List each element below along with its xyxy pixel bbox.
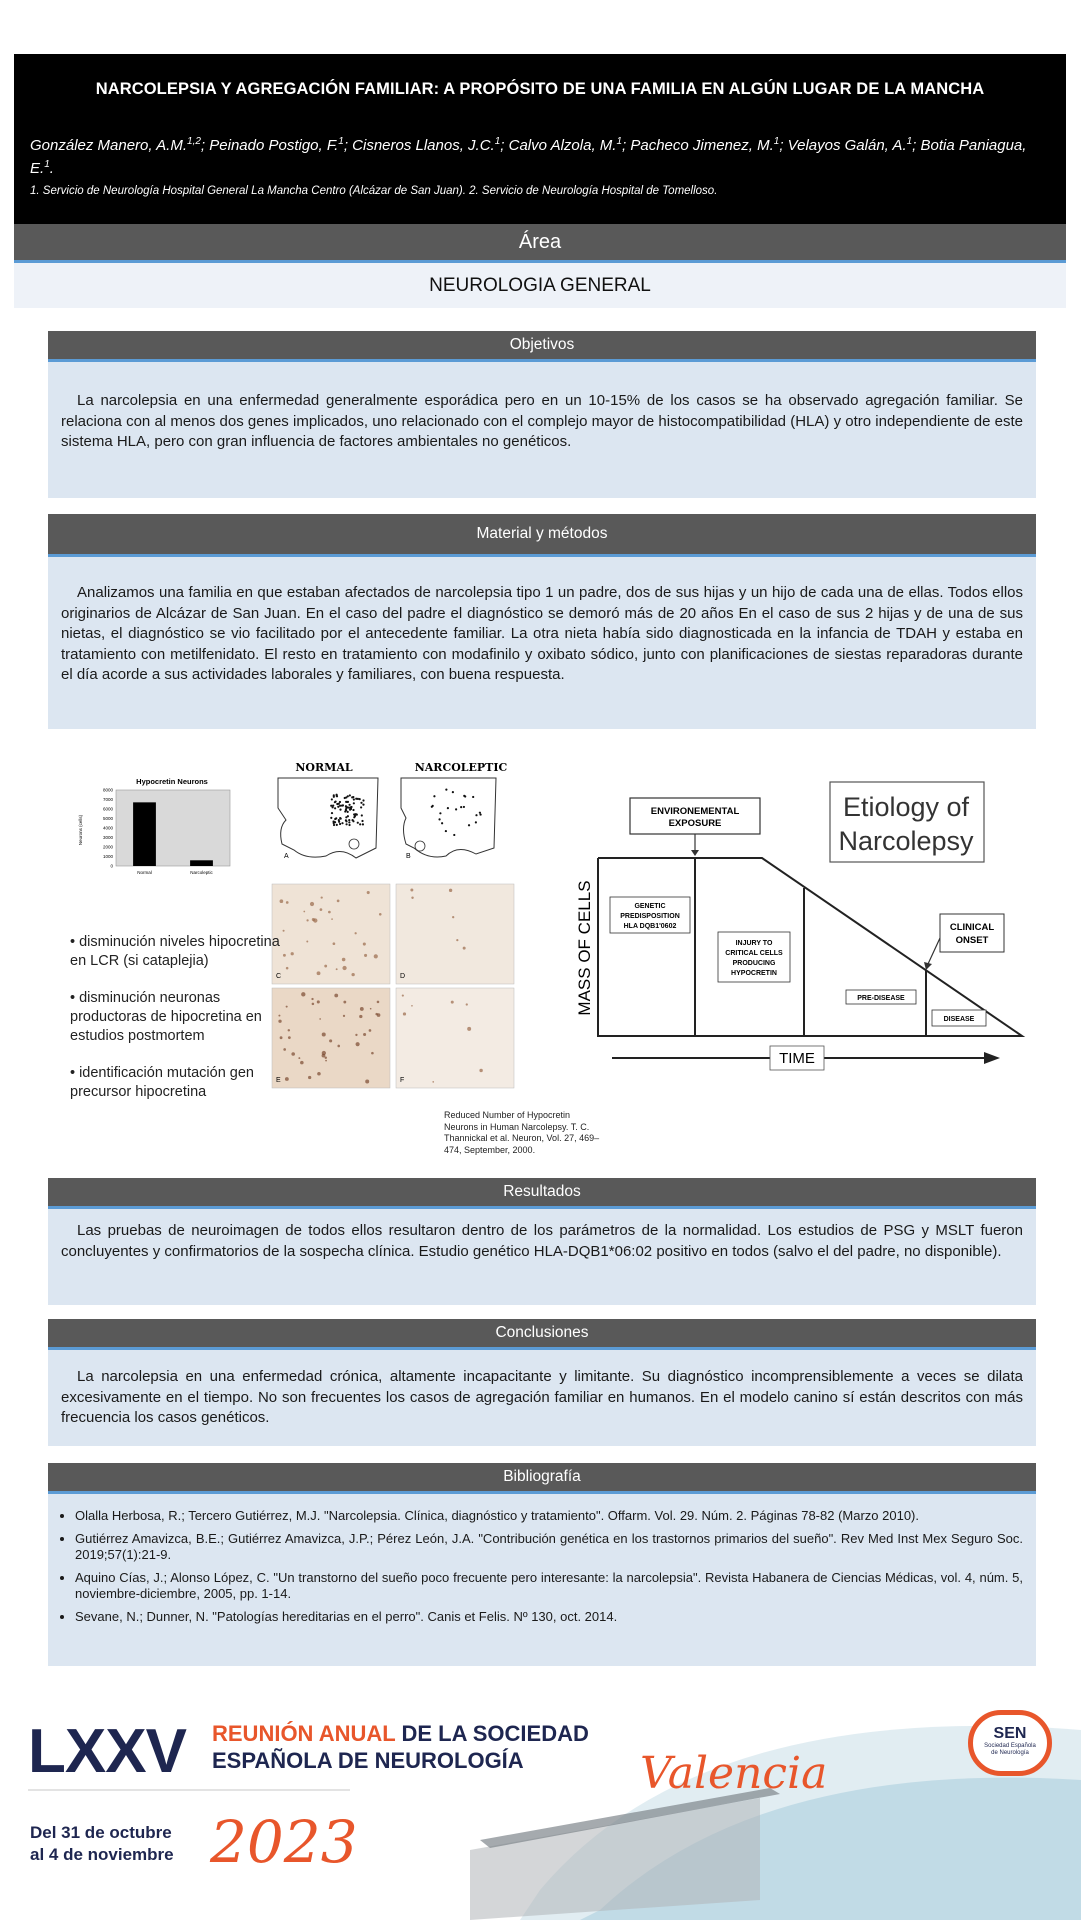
neuron-dot [362,823,364,825]
bar-normal [133,802,156,866]
micrograph-speck [286,901,289,904]
reference-item: • Olalla Herbosa, R.; Tercero Gutiérrez, M.J. "Narcolepsia. Clínica, diagnóstico y tratamiento". Offarm. Vol. 29. Núm. 2. Páginas 78-82 (Marzo 2010). [75,1508,1023,1525]
micrograph-speck [319,1018,321,1020]
micrograph-speck [325,1060,327,1062]
micrograph-speck [411,1005,413,1007]
figure-panel [56,748,1036,1168]
micrograph-speck [374,954,378,958]
neuron-dot [357,798,359,800]
conclusiones-body [48,1350,1036,1446]
neuron-dot [447,807,449,809]
poster-header [14,54,1066,224]
figure-citation: Reduced Number of Hypocretin Neurons in Human Narcolepsy. T. C. Thannickal et al. Neuron, Vol. 27, 469–474, September, 2000. [444,1110,600,1155]
micrograph-speck [306,919,308,921]
micrograph-speck [456,939,458,941]
micrograph-speck [370,1008,372,1010]
author-name: Pacheco Jimenez, M. [630,137,774,154]
neuron-dot [472,796,474,798]
micrograph-speck [280,899,284,903]
micrograph-speck [363,942,366,945]
findings-list [70,933,290,1120]
finding-item: • disminución niveles hipocretina en LCR (si cataplejia) [70,934,280,969]
resultados-body [48,1209,1036,1305]
neuron-dot [333,796,335,798]
environmental-line2: EXPOSURE [668,818,722,829]
neuron-dot [344,797,346,799]
congress-name: REUNIÓN ANUAL DE LA SOCIEDAD ESPAÑOLA DE NEUROLOGÍA [212,1721,589,1773]
bibliografia-heading: Bibliografía [48,1463,1036,1494]
disease-label: DISEASE [943,1016,975,1023]
micrograph-speck [310,902,314,906]
neuron-dot [468,824,470,826]
micrograph-speck [410,889,413,892]
micrograph-speck [342,966,346,970]
panel-letter-d: D [400,973,406,980]
neuron-dot [445,830,447,832]
neuron-dot [348,806,350,808]
micrograph-speck [479,1069,482,1072]
neuron-dot [348,819,350,821]
panel-letter-c: C [276,973,282,980]
neuron-dot [452,791,454,793]
neuron-dot [359,823,361,825]
y-tick-label: 7000 [102,797,113,802]
micrograph-speck [356,1042,360,1046]
micrograph-speck [411,897,413,899]
micrograph-speck [321,896,323,898]
neuron-dot [335,800,337,802]
bullet-icon: • [70,990,76,1006]
neuron-dot [351,796,353,798]
environmental-line1: ENVIRONEMENTAL [650,806,740,817]
time-axis-arrow [984,1052,1000,1064]
genetic-line1: GENETIC [634,903,666,910]
neuron-dot [357,822,359,824]
micrograph-speck [365,1080,369,1084]
y-tick-label: 0 [110,863,113,869]
micrograph-speck [359,1015,362,1018]
clinical-line2: ONSET [955,935,989,946]
reference-item: • Sevane, N.; Dunner, N. "Patologías hereditarias en el perro". Canis et Felis. Nº 130, oct. 2014. [75,1609,1023,1626]
injury-line1: INJURY TO [735,940,773,947]
micrograph-speck [312,1003,315,1006]
hypocretin-ylabel: Neurons (cells) [78,814,83,846]
micrograph-speck [333,942,336,945]
neuron-dot [464,795,466,797]
neuron-dot [460,806,462,808]
area-heading: Área [14,224,1066,263]
y-axis-label: MASS OF CELLS [575,880,594,1016]
objetivos-text: La narcolepsia en una enfermedad generalmente esporádica pero en un 10-15% de los casos se ha observado agregación familiar. Se relaciona con al menos dos genes implicados, uno relacionado con el complejo mayor de histocompatibilidad (HLA) y otro independiente de este sistema HLA, pero con gran influencia de factores ambientales no genéticos. [61,392,1023,450]
micrograph-d [396,884,514,984]
neuron-dot [361,814,363,816]
y-tick-label: 3000 [102,835,113,840]
micrograph-speck [367,891,370,894]
neuron-dot [352,809,354,811]
neuron-dot [431,806,433,808]
material-body [48,557,1036,729]
reference-item: • Gutiérrez Amavizca, B.E.; Gutiérrez Amavizca, J.P.; Pérez León, J.A. "Contribución genética en los trastornos primarios del sueño". Rev Med Inst Mex Seguro Soc. 2019;57(1):21-9. [75,1531,1023,1564]
micrograph-speck [432,1081,434,1083]
area-value: NEUROLOGIA GENERAL [14,263,1066,308]
neuron-dot [334,818,336,820]
micrograph-speck [317,1072,321,1076]
etiology-title-line1: Etiology of [842,792,970,822]
y-tick-label: 4000 [102,825,113,831]
micrograph-speck [377,1001,380,1004]
micrograph-speck [377,1013,381,1017]
neuron-dot [339,809,341,811]
neuron-dot [330,805,332,807]
neuron-dot [354,813,356,815]
neuron-dot [332,804,334,806]
neuron-dot [341,805,343,807]
micrograph-speck [402,995,404,997]
neuron-dot [453,834,455,836]
neuron-dot [348,824,350,826]
author-name: Calvo Alzola, M. [508,137,617,154]
micrograph-speck [311,998,313,1000]
micrograph-speck [343,1001,346,1004]
micrograph-speck [313,918,317,922]
micrograph-speck [329,1039,332,1042]
neuron-dot [360,806,362,808]
etiology-title-line2: Narcolepsy [838,826,974,856]
micrograph-speck [300,1061,304,1065]
injury-line4: HYPOCRETIN [731,970,777,977]
x-tick-label: Narcoleptic [190,870,213,875]
neuron-dot [336,824,338,826]
neuron-dot [445,789,447,791]
micrograph-speck [298,1057,300,1059]
neuron-dot [455,808,457,810]
neuron-dot [335,794,337,796]
injury-line2: CRITICAL CELLS [725,950,783,957]
micrograph-speck [283,930,285,932]
neuron-dot [345,820,347,822]
neuron-dot [339,817,341,819]
neuron-dot [349,794,351,796]
neuron-dot [438,818,440,820]
author-name: Cisneros Llanos, J.C. [352,137,495,154]
genetic-line2: PREDISPOSITION [620,913,680,920]
y-tick-label: 6000 [102,806,113,812]
micrograph-speck [355,1034,357,1036]
neuron-dot [331,812,333,814]
neuron-dot [348,804,350,806]
neuron-dot [463,806,465,808]
resultados-heading: Resultados [48,1178,1036,1209]
sen-logo: SEN Sociedad Española de Neurología [968,1710,1052,1776]
y-tick-label: 5000 [102,816,113,821]
bar-narcoleptic [190,860,213,866]
normal-label: NORMAL [295,761,353,774]
micrograph-speck [342,958,346,962]
narcoleptic-label: NARCOLEPTIC [414,761,508,774]
neuron-dot [353,802,355,804]
neuron-dot [339,801,341,803]
author-name: Velayos Galán, A. [787,137,907,154]
brain-section-normal [278,778,378,858]
bullet-icon: • [70,934,76,950]
neuron-dot [348,821,350,823]
neuron-dot [334,807,336,809]
neuron-dot [336,803,338,805]
micrograph-speck [291,1052,295,1056]
neuron-dot [362,804,364,806]
panel-letter-a: A [284,853,289,860]
congress-city: Valencia [640,1748,828,1799]
neuron-dot [475,814,477,816]
micrograph-speck [325,1057,327,1059]
neuron-dot [330,817,332,819]
micrograph-speck [371,1052,374,1055]
micrograph-speck [351,973,354,976]
micrograph-speck [449,889,452,892]
author-name: Botia Paniagua, E. [30,137,1027,177]
x-axis-label: TIME [779,1050,815,1067]
panel-letter-e: E [276,1077,281,1084]
brain-sections [272,761,514,1088]
micrograph-f [396,988,514,1088]
micrograph-speck [360,1007,364,1011]
micrograph-speck [363,1033,366,1036]
neuron-dot [353,798,355,800]
bullet-icon: • [70,1065,76,1081]
injury-line3: PRODUCING [732,960,776,967]
clinical-line1: CLINICAL [949,922,995,933]
y-tick-label: 1000 [102,854,113,859]
micrograph-speck [331,918,333,920]
bibliografia-body [48,1494,1036,1666]
objetivos-body [48,362,1036,498]
neuron-dot [479,812,481,814]
micrograph-speck [334,994,338,998]
neuron-dot [345,805,347,807]
neuron-dot [331,798,333,800]
micrograph-speck [451,1001,454,1004]
neuron-dot [475,821,477,823]
affiliations: 1. Servicio de Neurología Hospital General La Mancha Centro (Alcázar de San Juan). 2. Servicio de Neurología Hospital de Tomelloso. [30,185,718,197]
micrograph-speck [467,1027,471,1031]
micrograph-speck [403,1012,406,1015]
hypocretin-chart-title: Hypocretin Neurons [136,777,208,786]
conclusiones-text: La narcolepsia en una enfermedad crónica, altamente incapacitante y limitante. Su diagnóstico incomprensiblemente a veces se dilata excesivamente en el tiempo. No son frecuentes los casos de agregación familiar en humanos. En el modelo canino sí están descritos con más frecuencia los casos genéticos. [61,1368,1023,1426]
neuron-dot [347,811,349,813]
reference-item: • Aquino Cías, J.; Alonso López, C. "Un transtorno del sueño poco frecuente pero interesante: la narcolepsia". Revista Habanera de Ciencias Médicas, vol. 4, núm. 5, noviembre-diciembre, 2005, pp. 1-14. [75,1570,1023,1603]
congress-banner [0,1690,1081,1920]
micrograph-speck [343,1015,345,1017]
clinical-onset-box [940,914,1004,952]
resultados-text: Las pruebas de neuroimagen de todos ellos resultaron dentro de los parámetros de la normalidad. Los estudios de PSG y MSLT fueron concluyentes y confirmatorios de la sospecha clínica. Estudio genético HLA-DQB1*06:02 positivo en todos (salvo el del padre, no disponible). [61,1222,1023,1260]
neuron-dot [360,802,362,804]
material-text: Analizamos una familia en que estaban afectados de narcolepsia tipo 1 un padre, dos de sus hijas y un hijo de cada una de ellas. Todos ellos originarios de Alcázar de San Juan. En el caso del padre el diagnóstico se demoró más de 20 años En el caso de sus 2 hijas y de una de sus nietas, el diagnóstico se vio facilitado por el antecedente familiar. La otra nieta había sido diagnosticada en la infancia de TDAH y estaba en tratamiento con metilfenidato. El resto en tratamiento con modafinilo y oxibato sódico, junto con planificaciones de siestas reparadoras durante el día acorde a sus actividades laborales y familiares, con buena respuesta. [61,584,1023,683]
hypocretin-chart [78,777,230,875]
conclusiones-heading: Conclusiones [48,1319,1036,1350]
neuron-dot [479,813,481,815]
neuron-dot [341,822,343,824]
neuron-dot [439,812,441,814]
etiology-diagram [575,782,1022,1070]
congress-year: 2023 [210,1808,358,1876]
micrograph-speck [466,1003,468,1005]
micrograph-speck [379,913,382,916]
micrograph-speck [301,992,305,996]
material-heading: Material y métodos [48,514,1036,557]
author-name: Peinado Postigo, F. [209,137,339,154]
panel-letter-b: B [406,853,411,860]
micrograph-speck [322,1033,326,1037]
neuron-dot [441,822,443,824]
micrograph-speck [337,1045,340,1048]
neuron-dot [347,795,349,797]
micrograph-speck [303,911,305,913]
author-list: González Manero, A.M.$^{1,2}$; Peinado Postigo, F.$^1$; Cisneros Llanos, J.C.$^1$; Calvo Alzola, M.$^1$; Pacheco Jimenez, M.$^1$; Velayos Galán, A.$^1$; Botia Paniagua, E.$^1$. [30,136,1027,177]
neuron-dot [338,819,340,821]
x-tick-label: Normal [137,870,152,875]
clinical-arrow [928,938,940,964]
micrograph-speck [317,971,321,975]
micrograph-speck [291,952,294,955]
micrograph-speck [306,941,308,943]
micrograph-speck [336,968,338,970]
neuron-dot [334,821,336,823]
finding-item: • disminución neuronas productoras de hipocretina en estudios postmortem [70,990,262,1044]
micrograph-speck [328,911,331,914]
reference-list [61,1508,1023,1625]
edition-number: LXXV [28,1717,186,1786]
micrograph-speck [320,908,323,911]
poster-title: NARCOLEPSIA Y AGREGACIÓN FAMILIAR: A PROPÓSITO DE UNA FAMILIA EN ALGÚN LUGAR DE LA MANCHA [95,80,985,98]
neuron-dot [362,799,364,801]
micrograph-speck [369,1029,372,1032]
pre-disease-label: PRE-DISEASE [857,995,905,1002]
micrograph-speck [322,1054,326,1058]
micrograph-speck [337,900,340,903]
genetic-line3: HLA DQB1'0602 [623,923,677,930]
neuron-dot [339,823,341,825]
author-name: González Manero, A.M. [30,137,188,154]
panel-letter-f: F [400,1077,405,1084]
environmental-arrow-head [691,850,699,856]
neuron-dot [339,805,341,807]
congress-dates: Del 31 de octubre al 4 de noviembre [30,1823,174,1864]
neuron-dot [346,801,348,803]
neuron-dot [433,795,435,797]
neuron-dot [361,820,363,822]
y-tick-label: 8000 [102,787,113,793]
micrograph-speck [324,965,327,968]
micrograph-speck [355,932,357,934]
objetivos-heading: Objetivos [48,331,1036,362]
neuron-dot [350,808,352,810]
micrograph-speck [364,954,367,957]
finding-item: • identificación mutación gen precursor hipocretina [70,1065,254,1100]
micrograph-speck [463,947,466,950]
micrograph-speck [452,916,454,918]
neuron-dot [347,815,349,817]
neuron-dot [351,819,353,821]
neuron-dot [345,823,347,825]
micrograph-speck [308,1076,311,1079]
micrograph-speck [317,1000,320,1003]
y-tick-label: 2000 [102,844,113,850]
neuron-dot [333,824,335,826]
